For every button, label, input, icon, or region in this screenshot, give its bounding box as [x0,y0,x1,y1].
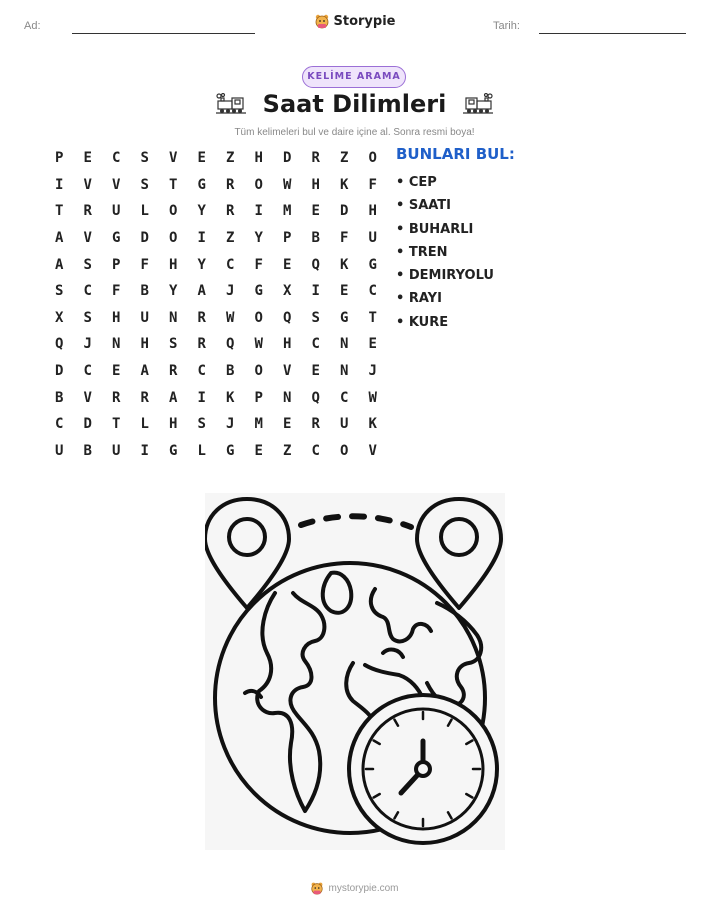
grid-cell[interactable]: G [340,309,349,326]
grid-cell[interactable]: E [283,256,292,273]
grid-cell[interactable]: J [83,336,92,353]
grid-cell[interactable]: U [112,442,121,459]
grid-cell[interactable]: P [55,150,64,167]
grid-cell[interactable]: C [311,336,320,353]
steam-train-icon [216,93,246,115]
grid-cell[interactable]: G [197,176,206,193]
grid-cell[interactable]: L [197,442,206,459]
grid-cell[interactable]: S [140,150,149,167]
grid-cell[interactable]: T [368,309,377,326]
brand-name: Storypie [333,13,396,29]
grid-row [45,251,387,278]
grid-cell[interactable]: R [169,363,178,380]
grid-cell[interactable]: Z [226,230,235,247]
grid-cell[interactable]: D [283,150,292,167]
grid-cell[interactable]: R [83,203,92,220]
grid-cell[interactable]: R [226,203,235,220]
grid-cell[interactable]: S [83,256,92,273]
find-list [396,145,515,338]
grid-cell[interactable]: V [83,230,92,247]
grid-cell[interactable]: Z [283,442,292,459]
grid-cell[interactable]: S [169,336,178,353]
storypie-mascot-icon [314,13,330,29]
grid-cell[interactable]: E [368,336,377,353]
name-label: Ad: [24,20,41,32]
grid-cell[interactable]: R [311,416,320,433]
find-list-title: BUNLARI BUL: [396,145,515,163]
find-word: • SAATI [396,198,452,214]
grid-cell[interactable]: E [311,203,320,220]
grid-cell[interactable]: J [226,283,235,300]
grid-cell[interactable]: G [368,256,377,273]
grid-cell[interactable]: K [368,416,377,433]
grid-cell[interactable]: Q [283,309,292,326]
grid-cell[interactable]: M [254,416,263,433]
grid-cell[interactable]: R [226,176,235,193]
grid-cell[interactable]: E [340,283,349,300]
grid-cell[interactable]: I [55,176,64,193]
grid-cell[interactable]: P [283,230,292,247]
grid-cell[interactable]: V [83,176,92,193]
grid-cell[interactable]: Q [226,336,235,353]
grid-cell[interactable]: X [55,309,64,326]
footer [0,880,709,899]
grid-row [45,411,387,438]
grid-cell[interactable]: I [140,442,149,459]
grid-cell[interactable]: D [140,230,149,247]
grid-cell[interactable]: A [169,389,178,406]
grid-cell[interactable]: H [311,176,320,193]
grid-cell[interactable]: Q [311,389,320,406]
grid-cell[interactable]: U [340,416,349,433]
grid-cell[interactable]: A [55,230,64,247]
grid-cell[interactable]: X [283,283,292,300]
grid-cell[interactable]: Q [311,256,320,273]
grid-cell[interactable]: H [254,150,263,167]
grid-cell[interactable]: C [226,256,235,273]
grid-cell[interactable]: E [311,363,320,380]
footer-url[interactable]: mystorypie.com [328,882,399,894]
grid-row [45,384,387,411]
grid-cell[interactable]: Z [340,150,349,167]
grid-cell[interactable]: S [83,309,92,326]
grid-cell[interactable]: W [254,336,263,353]
grid-cell[interactable]: U [140,309,149,326]
grid-cell[interactable]: F [368,176,377,193]
grid-cell[interactable]: Y [169,283,178,300]
grid-row [45,438,387,465]
grid-row [45,278,387,305]
grid-cell[interactable]: V [368,442,377,459]
grid-cell[interactable]: N [169,309,178,326]
grid-cell[interactable]: T [169,176,178,193]
grid-cell[interactable]: J [226,416,235,433]
grid-cell[interactable]: R [112,389,121,406]
grid-cell[interactable]: O [254,309,263,326]
grid-cell[interactable]: H [283,336,292,353]
grid-cell[interactable]: G [112,230,121,247]
grid-cell[interactable]: A [197,283,206,300]
grid-cell[interactable]: D [83,416,92,433]
find-word: • CEP [396,175,437,190]
grid-cell[interactable]: O [254,363,263,380]
grid-cell[interactable]: B [55,389,64,406]
grid-cell[interactable]: H [169,256,178,273]
grid-cell[interactable]: K [340,176,349,193]
grid-cell[interactable]: C [368,283,377,300]
grid-cell[interactable]: Q [55,336,64,353]
grid-cell[interactable]: G [254,283,263,300]
grid-cell[interactable]: J [368,363,377,380]
grid-cell[interactable]: S [140,176,149,193]
grid-cell[interactable]: F [140,256,149,273]
grid-cell[interactable]: F [340,230,349,247]
grid-cell[interactable]: I [311,283,320,300]
grid-cell[interactable]: R [197,336,206,353]
grid-cell[interactable]: I [254,203,263,220]
grid-cell[interactable]: Y [254,230,263,247]
grid-cell[interactable]: V [283,363,292,380]
grid-cell[interactable]: B [311,230,320,247]
grid-row [45,145,387,172]
grid-cell[interactable]: O [169,230,178,247]
grid-cell[interactable]: N [340,336,349,353]
date-label: Tarih: [493,20,520,32]
grid-cell[interactable]: H [112,309,121,326]
grid-cell[interactable]: K [226,389,235,406]
word-search-grid [45,145,387,464]
grid-cell[interactable]: E [283,416,292,433]
grid-cell[interactable]: G [169,442,178,459]
grid-cell[interactable]: A [55,256,64,273]
grid-cell[interactable]: W [226,309,235,326]
activity-badge: KELİME ARAMA [302,66,406,88]
grid-cell[interactable]: D [55,363,64,380]
grid-cell[interactable]: C [197,363,206,380]
grid-cell[interactable]: W [368,389,377,406]
grid-row [45,225,387,252]
grid-cell[interactable]: I [197,230,206,247]
find-word: • TREN [396,244,448,260]
grid-cell[interactable]: B [226,363,235,380]
grid-cell[interactable]: N [112,336,121,353]
grid-cell[interactable]: E [254,442,263,459]
grid-cell[interactable]: F [112,283,121,300]
grid-cell[interactable]: H [368,203,377,220]
grid-cell[interactable]: C [112,150,121,167]
grid-cell[interactable]: B [83,442,92,459]
grid-row [45,198,387,225]
grid-cell[interactable]: U [368,230,377,247]
grid-cell[interactable]: S [55,283,64,300]
grid-row [45,331,387,358]
grid-cell[interactable]: O [368,150,377,167]
grid-cell[interactable]: V [169,150,178,167]
grid-cell[interactable]: O [169,203,178,220]
steam-train-icon [463,93,493,115]
grid-cell[interactable]: U [55,442,64,459]
grid-cell[interactable]: S [197,416,206,433]
grid-cell[interactable]: M [283,203,292,220]
grid-row [45,358,387,385]
grid-cell[interactable]: S [311,309,320,326]
grid-cell[interactable]: E [197,150,206,167]
grid-cell[interactable]: Y [197,256,206,273]
grid-cell[interactable]: F [254,256,263,273]
grid-cell[interactable]: E [112,363,121,380]
grid-cell[interactable]: W [283,176,292,193]
coloring-illustration[interactable] [205,493,505,850]
grid-cell[interactable]: L [140,203,149,220]
grid-cell[interactable]: U [112,203,121,220]
grid-cell[interactable]: H [140,336,149,353]
grid-cell[interactable]: C [55,416,64,433]
grid-cell[interactable]: H [169,416,178,433]
grid-cell[interactable]: Z [226,150,235,167]
globe-with-location-pins-and-clock-icon [205,493,505,850]
grid-cell[interactable]: O [340,442,349,459]
grid-cell[interactable]: Y [197,203,206,220]
find-word: • BUHARLI [396,221,474,237]
grid-cell[interactable]: V [112,176,121,193]
title-row [0,90,709,118]
grid-cell[interactable]: L [140,416,149,433]
find-word: • KURE [396,314,449,330]
grid-cell[interactable]: G [226,442,235,459]
grid-cell[interactable]: A [140,363,149,380]
grid-cell[interactable]: P [112,256,121,273]
grid-cell[interactable]: P [254,389,263,406]
grid-row [45,172,387,199]
page-title: Saat Dilimleri [262,90,447,118]
storypie-mascot-icon [310,881,324,895]
grid-cell[interactable]: K [340,256,349,273]
grid-cell[interactable]: D [340,203,349,220]
instructions: Tüm kelimeleri bul ve daire içine al. Sonra resmi boya! [234,127,475,138]
grid-cell[interactable]: I [197,389,206,406]
grid-cell[interactable]: C [83,283,92,300]
name-line[interactable] [72,33,255,34]
brand-header [0,13,709,33]
date-line[interactable] [539,33,686,34]
grid-cell[interactable]: B [140,283,149,300]
grid-cell[interactable]: R [197,309,206,326]
grid-row [45,305,387,332]
grid-cell[interactable]: R [140,389,149,406]
grid-cell[interactable]: C [340,389,349,406]
grid-cell[interactable]: R [311,150,320,167]
grid-cell[interactable]: O [254,176,263,193]
grid-cell[interactable]: C [311,442,320,459]
grid-cell[interactable]: T [112,416,121,433]
grid-cell[interactable]: V [83,389,92,406]
find-word: • RAYI [396,291,442,307]
grid-cell[interactable]: E [83,150,92,167]
grid-cell[interactable]: C [83,363,92,380]
find-word: • DEMIRYOLU [396,268,494,284]
grid-cell[interactable]: N [340,363,349,380]
grid-cell[interactable]: T [55,203,64,220]
grid-cell[interactable]: N [283,389,292,406]
